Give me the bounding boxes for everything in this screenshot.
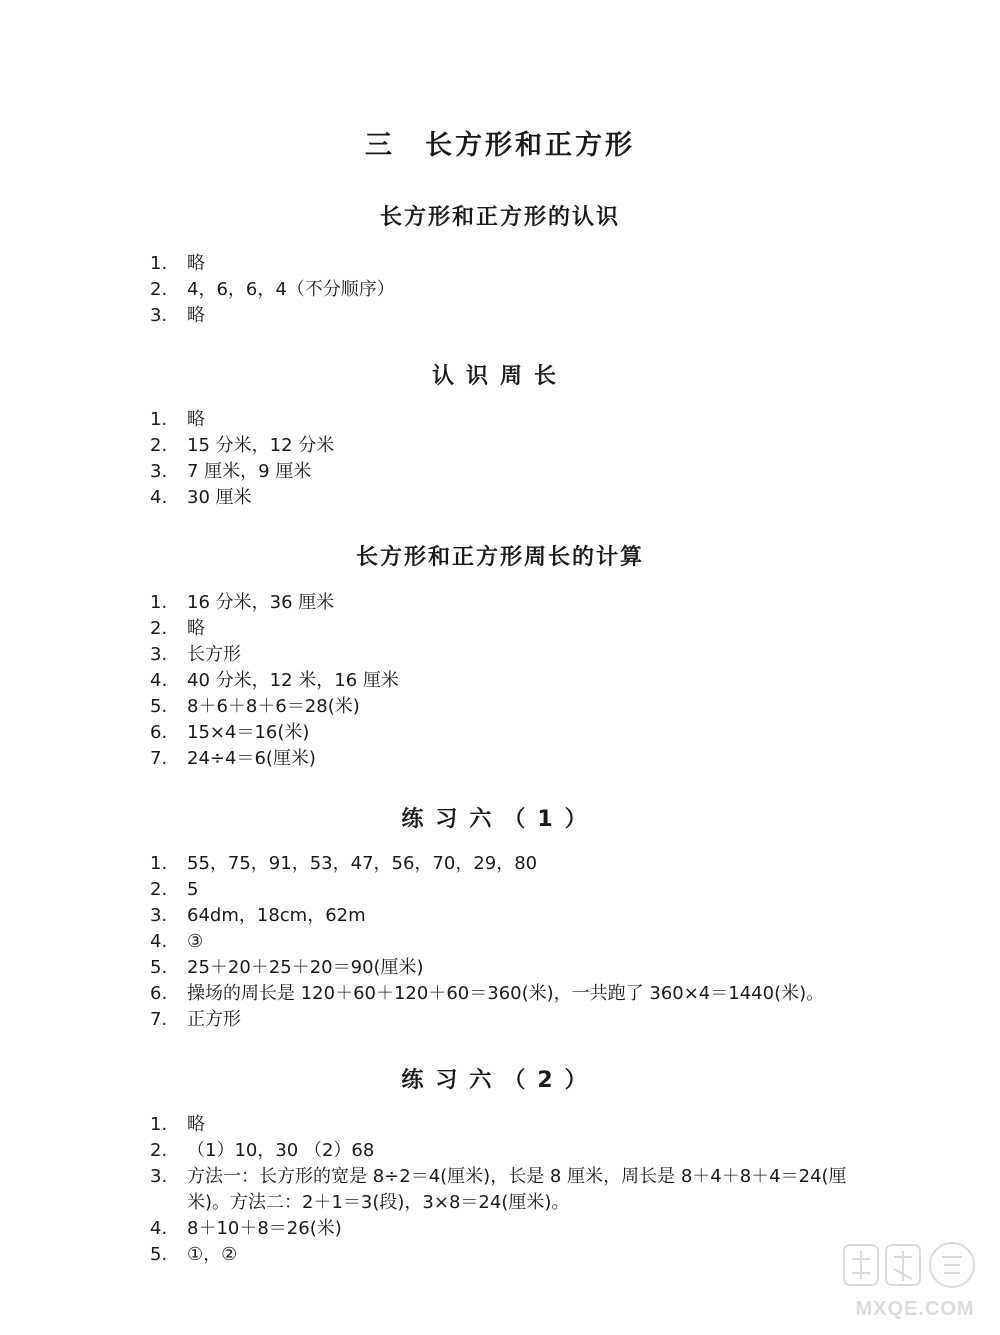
item-number: 5. bbox=[150, 957, 168, 978]
item-text: ①，② bbox=[187, 1244, 238, 1265]
answer-list-2 bbox=[150, 407, 870, 511]
list-item bbox=[150, 616, 870, 642]
section-title-1: 长方形和正方形的认识 bbox=[379, 205, 620, 230]
item-text: 略 bbox=[187, 305, 205, 326]
item-text: 15×4＝16(米) bbox=[187, 722, 310, 743]
item-text: 24÷4＝6(厘米) bbox=[187, 748, 316, 769]
item-number: 7. bbox=[150, 1009, 168, 1030]
list-item bbox=[150, 668, 870, 694]
list-item bbox=[150, 903, 870, 929]
list-item bbox=[150, 1007, 870, 1033]
item-text: 4，6，6，4（不分顺序） bbox=[187, 279, 395, 300]
item-number: 6. bbox=[150, 983, 168, 1004]
section-title-5: 练习六（2） bbox=[401, 1068, 599, 1093]
list-item bbox=[150, 720, 870, 746]
item-text: 40 分米，12 米，16 厘米 bbox=[187, 670, 399, 691]
list-item bbox=[150, 433, 870, 459]
item-number: 7. bbox=[150, 748, 168, 769]
item-text: ③ bbox=[187, 931, 204, 952]
list-item bbox=[150, 251, 870, 277]
item-number: 3. bbox=[150, 644, 168, 665]
item-text: 方法一：长方形的宽是 8÷2＝4(厘米)，长是 8 厘米，周长是 8＋4＋8＋4＝24(厘米)。方法二：2＋1＝3(段)，3×8＝24(厘米)。 bbox=[187, 1166, 847, 1213]
item-number: 2. bbox=[150, 879, 168, 900]
item-text: 长方形 bbox=[187, 644, 241, 665]
item-text: 30 厘米 bbox=[187, 487, 252, 508]
item-text: （1）10，30 （2）68 bbox=[187, 1140, 375, 1161]
item-text: 略 bbox=[187, 618, 205, 639]
list-item bbox=[150, 277, 870, 303]
item-text: 55，75，91，53，47，56，70，29，80 bbox=[187, 853, 538, 874]
list-item bbox=[150, 981, 870, 1007]
item-text: 25＋20＋25＋20＝90(厘米) bbox=[187, 957, 424, 978]
list-item bbox=[150, 1138, 870, 1164]
item-text: 正方形 bbox=[187, 1009, 241, 1030]
item-number: 3. bbox=[150, 1166, 168, 1187]
item-text: 略 bbox=[187, 409, 205, 430]
item-number: 5. bbox=[150, 696, 168, 717]
list-item bbox=[150, 590, 870, 616]
item-text: 16 分米，36 厘米 bbox=[187, 592, 335, 613]
item-number: 3. bbox=[150, 305, 168, 326]
answer-list-1 bbox=[150, 251, 870, 329]
item-text: 略 bbox=[187, 253, 205, 274]
list-item bbox=[150, 1164, 870, 1216]
watermark-logo bbox=[840, 1239, 990, 1329]
item-number: 3. bbox=[150, 905, 168, 926]
list-item bbox=[150, 1216, 870, 1242]
item-number: 1. bbox=[150, 853, 168, 874]
list-item bbox=[150, 746, 870, 772]
item-number: 4. bbox=[150, 931, 168, 952]
item-number: 4. bbox=[150, 670, 168, 691]
item-number: 2. bbox=[150, 618, 168, 639]
list-item bbox=[150, 642, 870, 668]
list-item bbox=[150, 694, 870, 720]
item-text: 7 厘米，9 厘米 bbox=[187, 461, 312, 482]
item-number: 2. bbox=[150, 1140, 168, 1161]
item-number: 6. bbox=[150, 722, 168, 743]
answer-list-4 bbox=[150, 851, 870, 1033]
item-number: 1. bbox=[150, 1114, 168, 1135]
list-item bbox=[150, 1242, 870, 1268]
list-item bbox=[150, 485, 870, 511]
svg-text:MXQE.COM: MXQE.COM bbox=[855, 1298, 975, 1320]
list-item bbox=[150, 929, 870, 955]
item-text: 64dm，18cm，62m bbox=[187, 905, 366, 926]
item-number: 4. bbox=[150, 1218, 168, 1239]
page-title: 三 长方形和正方形 bbox=[365, 130, 635, 161]
section-title-4: 练习六（1） bbox=[401, 807, 599, 832]
item-text: 15 分米，12 分米 bbox=[187, 435, 335, 456]
item-text: 5 bbox=[187, 879, 199, 900]
section-title-3: 长方形和正方形周长的计算 bbox=[355, 545, 644, 570]
item-text: 操场的周长是 120＋60＋120＋60＝360(米)，一共跑了 360×4＝1440(米)。 bbox=[187, 983, 825, 1004]
item-number: 2. bbox=[150, 279, 168, 300]
answer-list-5 bbox=[150, 1112, 870, 1268]
section-title-2: 认识周长 bbox=[431, 364, 568, 389]
answer-list-3 bbox=[150, 590, 870, 772]
list-item bbox=[150, 1112, 870, 1138]
list-item bbox=[150, 459, 870, 485]
item-number: 1. bbox=[150, 409, 168, 430]
item-text: 8＋6＋8＋6＝28(米) bbox=[187, 696, 360, 717]
item-number: 5. bbox=[150, 1244, 168, 1265]
item-text: 8＋10＋8＝26(米) bbox=[187, 1218, 342, 1239]
list-item bbox=[150, 407, 870, 433]
list-item bbox=[150, 877, 870, 903]
item-number: 4. bbox=[150, 487, 168, 508]
item-number: 3. bbox=[150, 461, 168, 482]
list-item bbox=[150, 955, 870, 981]
item-number: 1. bbox=[150, 253, 168, 274]
list-item bbox=[150, 303, 870, 329]
item-text: 略 bbox=[187, 1114, 205, 1135]
item-number: 2. bbox=[150, 435, 168, 456]
item-number: 1. bbox=[150, 592, 168, 613]
list-item bbox=[150, 851, 870, 877]
